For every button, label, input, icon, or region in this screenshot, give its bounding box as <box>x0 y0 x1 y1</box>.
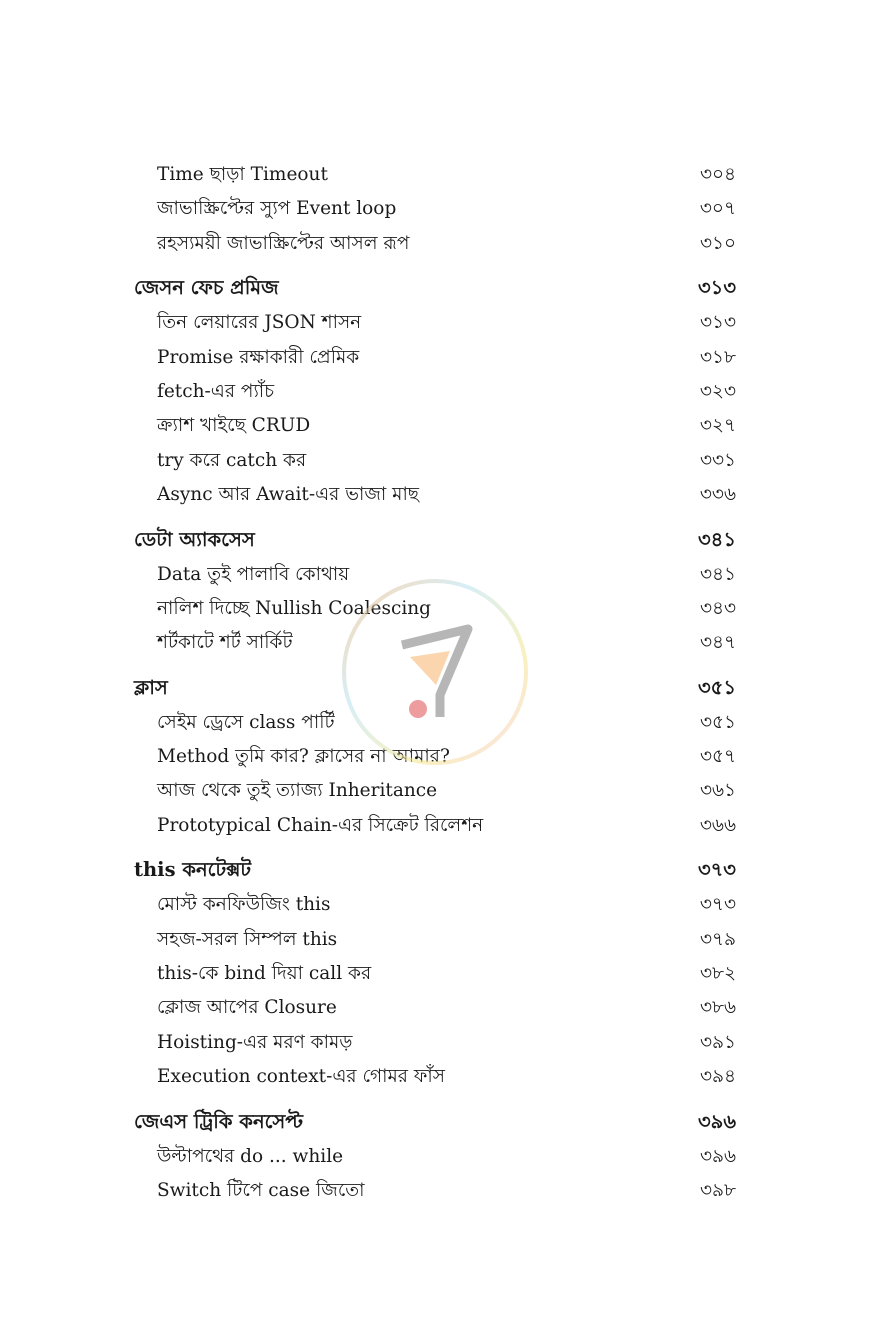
entry-title: সেইম ড্রেসে class পার্টি <box>157 711 335 733</box>
entry-page: ৩৭৯ <box>699 928 736 950</box>
toc-entry[interactable] <box>0 888 870 922</box>
chapter-title: জেসন ফেচ প্রমিজ <box>134 276 279 300</box>
entry-title: Method তুমি কার? ক্লাসের না আমার? <box>157 746 450 768</box>
toc-entry[interactable] <box>0 991 870 1025</box>
toc-entry[interactable] <box>0 740 870 774</box>
entry-page: ৩৯৪ <box>699 1066 736 1088</box>
chapter-heading[interactable] <box>0 1106 870 1140</box>
entry-page: ৩৯৮ <box>699 1179 736 1201</box>
toc-entry[interactable] <box>0 592 870 626</box>
toc-entry[interactable] <box>0 626 870 660</box>
toc-section-continued <box>0 158 870 261</box>
chapter-page: ৩৫১ <box>698 675 736 699</box>
entry-page: ৩৫১ <box>699 711 736 733</box>
chapter-page: ৩৭৩ <box>697 858 736 882</box>
toc-entry[interactable] <box>0 1140 870 1174</box>
toc-entry[interactable] <box>0 444 870 478</box>
chapter-title: this কনটেক্সট <box>134 858 252 882</box>
entry-page: ৩১৩ <box>699 312 736 334</box>
toc-entry[interactable] <box>0 158 870 192</box>
entry-title: Execution context-এর গোমর ফাঁস <box>157 1066 445 1088</box>
toc-section-this-context <box>0 854 870 1094</box>
entry-title: জাভাস্ক্রিপ্টের স্যুপ Event loop <box>157 198 397 220</box>
entry-page: ৩০৪ <box>699 164 736 185</box>
table-of-contents <box>0 158 870 1219</box>
chapter-title: ক্লাস <box>134 675 168 699</box>
entry-title: Promise রক্ষাকারী প্রেমিক <box>157 346 360 368</box>
chapter-page: ৩১৩ <box>697 276 736 300</box>
entry-page: ৩৪৩ <box>699 597 736 619</box>
toc-section-data-access <box>0 524 870 661</box>
entry-title: Prototypical Chain-এর সিক্রেট রিলেশন <box>157 814 484 836</box>
entry-page: ৩৫৭ <box>699 746 736 768</box>
toc-entry[interactable] <box>0 923 870 957</box>
toc-entry[interactable] <box>0 409 870 443</box>
chapter-heading[interactable] <box>0 272 870 306</box>
toc-section-js-tricky-concept <box>0 1106 870 1209</box>
toc-entry[interactable] <box>0 192 870 226</box>
entry-page: ৩৪১ <box>699 563 736 585</box>
toc-entry[interactable] <box>0 341 870 375</box>
entry-title: Time ছাড়া Timeout <box>157 164 328 185</box>
toc-entry[interactable] <box>0 227 870 261</box>
toc-entry[interactable] <box>0 774 870 808</box>
entry-title: Async আর Await-এর ভাজা মাছ <box>157 484 420 506</box>
entry-title: Switch টিপে case জিতো <box>157 1179 365 1201</box>
entry-page: ৩৬৬ <box>699 814 736 836</box>
chapter-title: জেএস ট্রিকি কনসেপ্ট <box>134 1109 304 1133</box>
toc-entry[interactable] <box>0 1174 870 1208</box>
entry-page: ৩৭৩ <box>699 894 736 916</box>
entry-title: Hoisting-এর মরণ কামড় <box>157 1031 353 1053</box>
entry-page: ৩২৭ <box>699 415 736 437</box>
entry-page: ৩১৮ <box>699 346 736 368</box>
toc-section-class <box>0 672 870 844</box>
entry-title: উল্টাপথের do ... while <box>157 1145 344 1167</box>
entry-page: ৩৪৭ <box>699 632 736 654</box>
entry-title: সহজ-সরল সিম্পল this <box>157 928 338 950</box>
toc-entry[interactable] <box>0 478 870 512</box>
toc-entry[interactable] <box>0 1060 870 1094</box>
chapter-heading[interactable] <box>0 672 870 706</box>
toc-entry[interactable] <box>0 375 870 409</box>
entry-title: this-কে bind দিয়া call কর <box>157 963 372 985</box>
toc-section-json-fetch-promise <box>0 272 870 512</box>
entry-title: fetch-এর প্যাঁচ <box>157 380 275 402</box>
entry-title: ক্লোজ আপের Closure <box>157 997 337 1019</box>
entry-page: ৩৩১ <box>699 449 736 471</box>
entry-page: ৩৮৬ <box>699 997 736 1019</box>
toc-entry[interactable] <box>0 809 870 843</box>
entry-title: তিন লেয়ারের JSON শাসন <box>157 312 362 334</box>
entry-page: ৩৩৬ <box>699 484 736 506</box>
entry-page: ৩০৭ <box>699 198 736 220</box>
entry-title: রহস্যময়ী জাভাস্ক্রিপ্টের আসল রূপ <box>157 232 410 254</box>
chapter-page: ৩৯৬ <box>697 1109 736 1133</box>
toc-entry[interactable] <box>0 957 870 991</box>
entry-page: ৩১০ <box>699 232 736 254</box>
entry-title: শর্টকাটে শর্ট সার্কিট <box>157 632 293 654</box>
entry-page: ৩৮২ <box>699 963 736 985</box>
toc-entry[interactable] <box>0 306 870 340</box>
entry-title: Data তুই পালাবি কোথায় <box>157 563 350 585</box>
chapter-page: ৩৪১ <box>698 527 736 551</box>
entry-title: ক্র্যাশ খাইছে CRUD <box>157 415 311 437</box>
toc-entry[interactable] <box>0 1026 870 1060</box>
chapter-title: ডেটা অ্যাকসেস <box>134 527 255 551</box>
chapter-heading[interactable] <box>0 524 870 558</box>
entry-title: নালিশ দিচ্ছে Nullish Coalescing <box>157 597 432 619</box>
chapter-heading[interactable] <box>0 854 870 888</box>
entry-title: try করে catch কর <box>157 449 307 471</box>
toc-entry[interactable] <box>0 558 870 592</box>
entry-title: মোস্ট কনফিউজিং this <box>157 894 331 916</box>
entry-title: আজ থেকে তুই ত্যাজ্য Inheritance <box>157 780 438 802</box>
toc-entry[interactable] <box>0 706 870 740</box>
entry-page: ৩৯১ <box>699 1031 736 1053</box>
entry-page: ৩৬১ <box>699 780 736 802</box>
entry-page: ৩৯৬ <box>699 1145 736 1167</box>
entry-page: ৩২৩ <box>699 380 736 402</box>
